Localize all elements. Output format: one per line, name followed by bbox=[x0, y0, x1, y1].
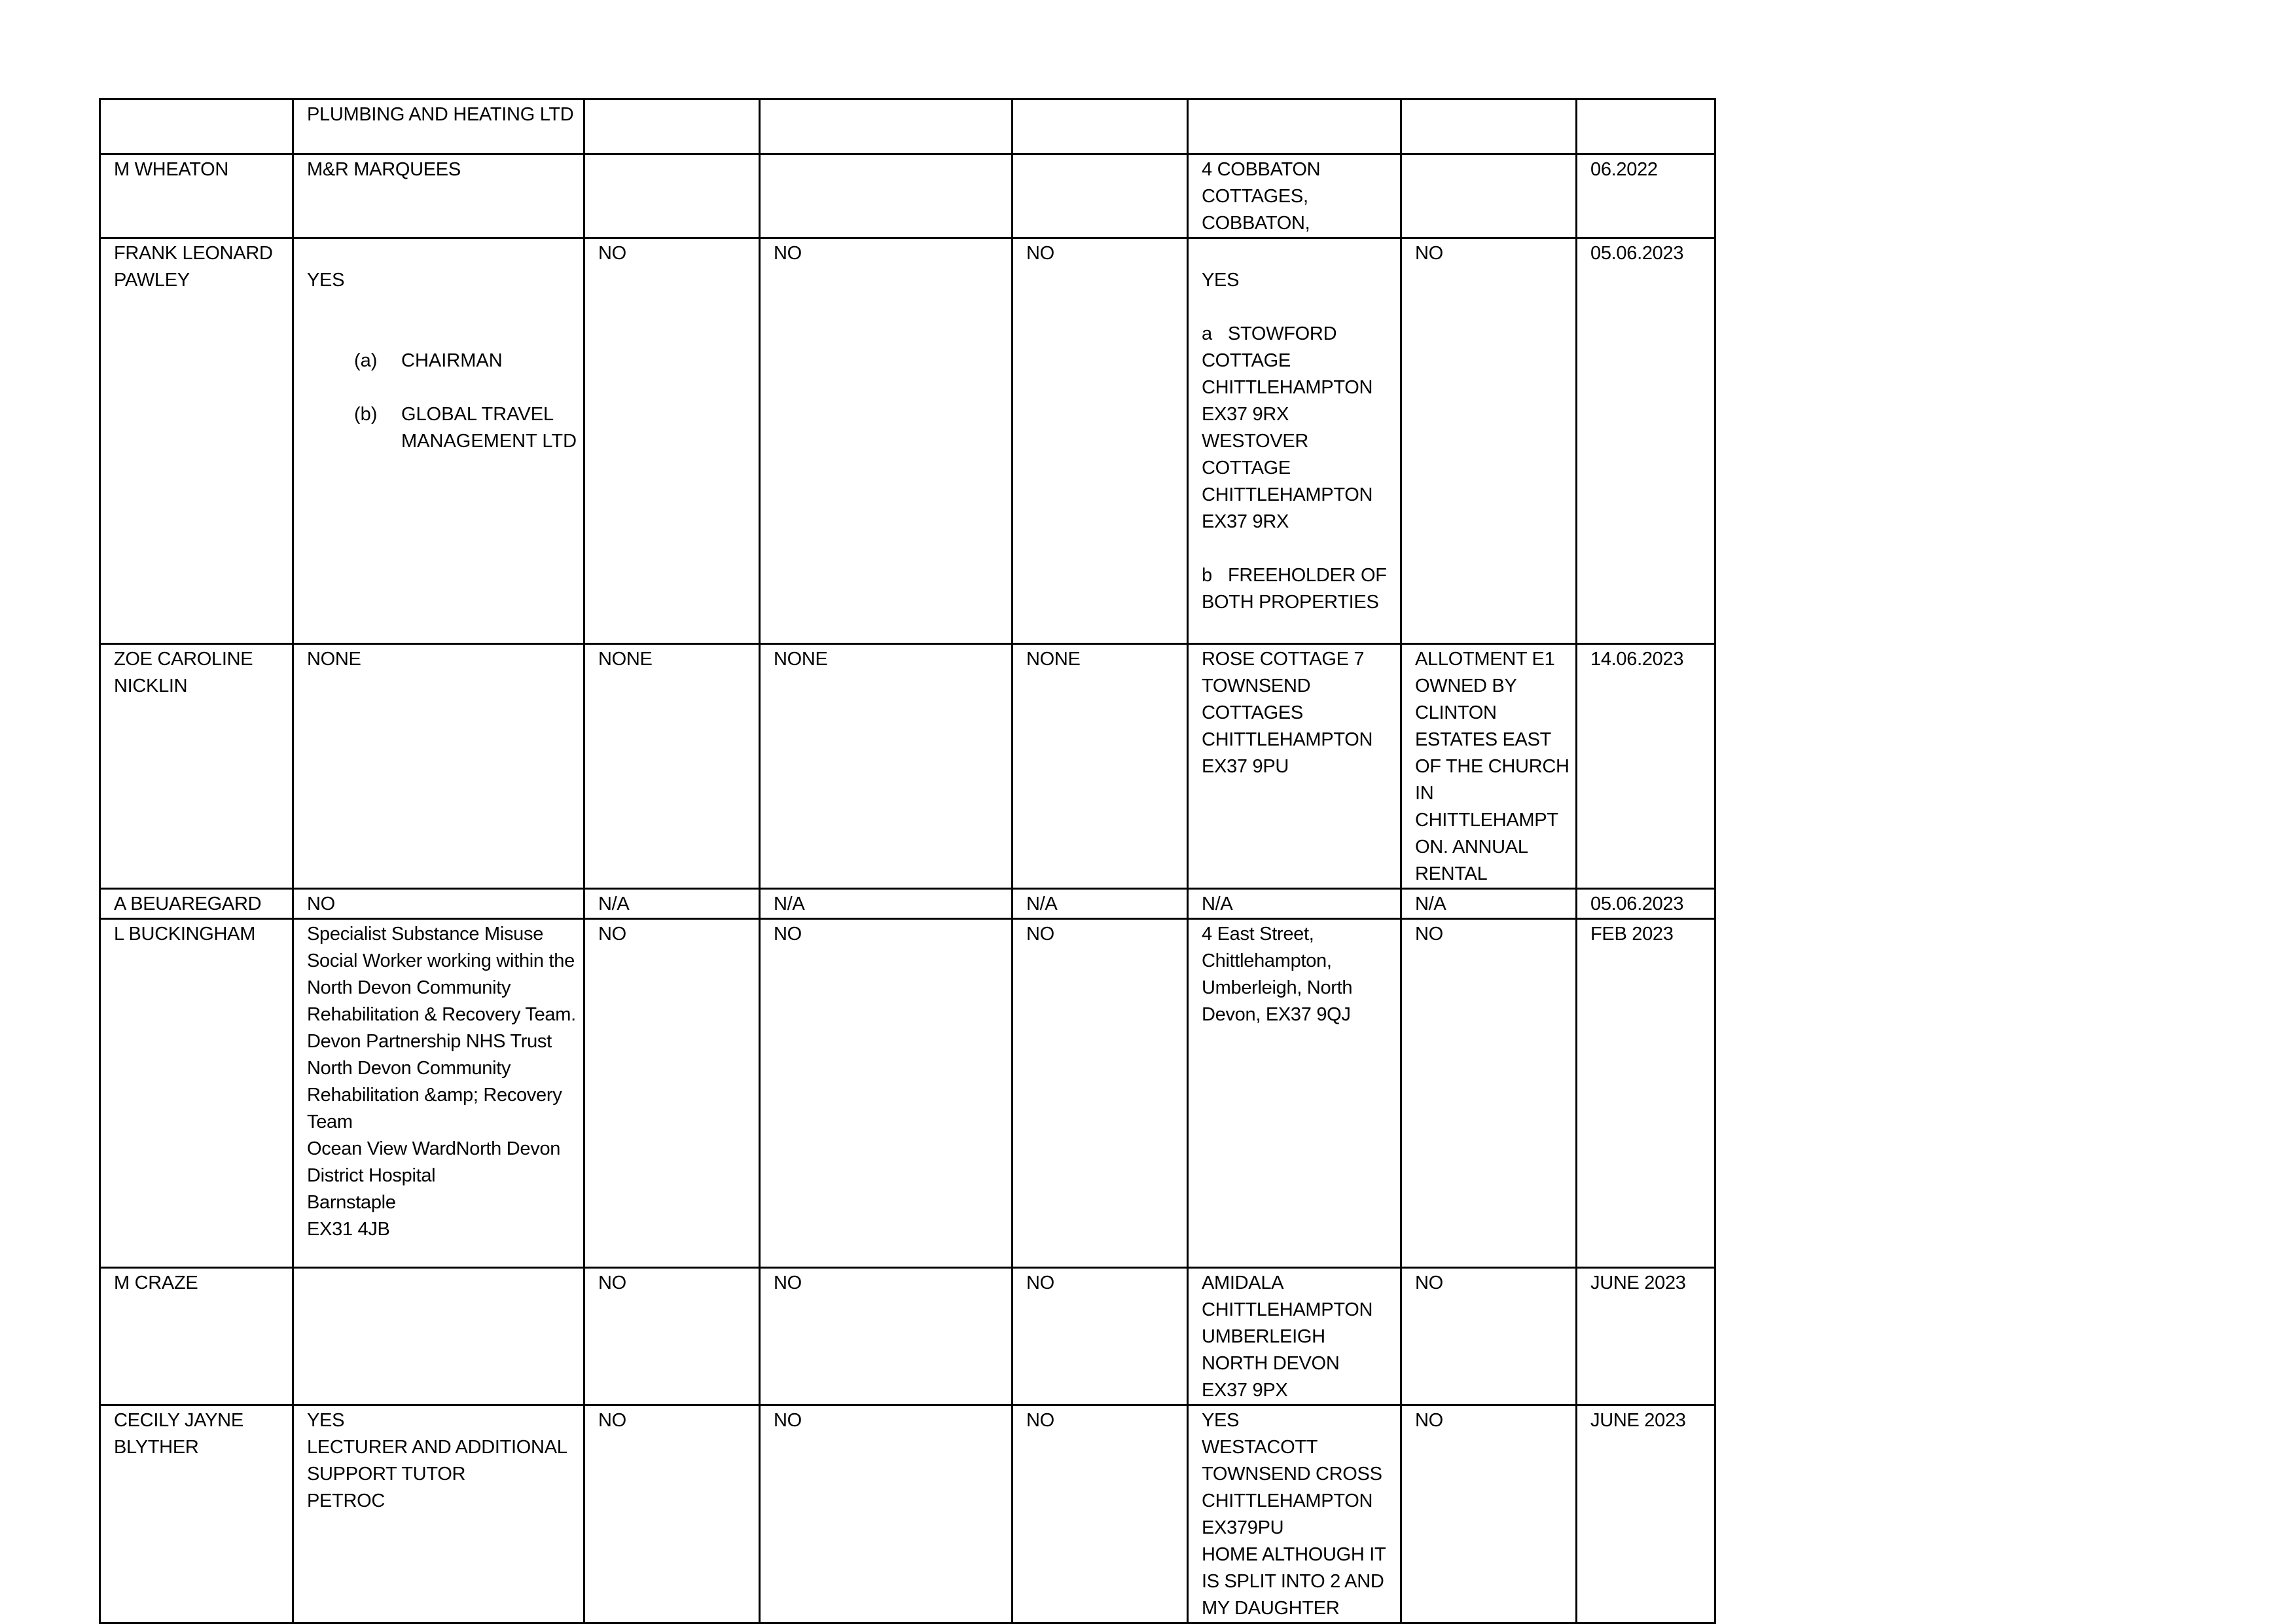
date-cell: 05.06.2023 bbox=[1577, 238, 1715, 644]
table-row bbox=[100, 644, 1715, 889]
employment-cell: NO bbox=[293, 889, 584, 919]
interest-cell: NO bbox=[760, 1405, 1013, 1623]
name-cell: ZOE CAROLINE NICKLIN bbox=[100, 644, 293, 889]
land-cell: ROSE COTTAGE 7 TOWNSEND COTTAGES CHITTLEHAMPTON EX37 9PU bbox=[1188, 644, 1401, 889]
interest-cell: NO bbox=[1013, 1405, 1188, 1623]
interest-cell: N/A bbox=[1013, 889, 1188, 919]
interest-cell: NONE bbox=[1013, 644, 1188, 889]
table-row bbox=[100, 1405, 1715, 1623]
list-item: (a) CHAIRMAN bbox=[354, 350, 503, 371]
name-cell: A BEUAREGARD bbox=[100, 889, 293, 919]
interest-cell bbox=[1013, 154, 1188, 238]
employment-cell: Specialist Substance Misuse Social Worker working within the North Devon Community Rehabilitation & Recovery Team. Devon Partnership NHS Trust North Devon Community Rehabilitation &amp; Recovery Team Ocean View WardNorth Devon District Hospital Barnstaple EX31 4JB bbox=[293, 919, 584, 1268]
land-cell: YES WESTACOTT TOWNSEND CROSS CHITTLEHAMPTON EX379PU HOME ALTHOUGH IT IS SPLIT INTO 2 AND MY DAUGHTER bbox=[1188, 1405, 1401, 1623]
interest-cell: NO bbox=[584, 1268, 760, 1405]
interest-cell: NO bbox=[584, 238, 760, 644]
interest-cell: NO bbox=[760, 919, 1013, 1268]
interest-cell bbox=[1013, 99, 1188, 154]
list-item: (b) GLOBAL TRAVEL MANAGEMENT LTD bbox=[354, 404, 577, 452]
licence-cell: NO bbox=[1401, 1405, 1577, 1623]
table-row bbox=[100, 99, 1715, 154]
table-row bbox=[100, 238, 1715, 644]
register-of-interests-table bbox=[99, 98, 1716, 1624]
interest-cell: NO bbox=[1013, 238, 1188, 644]
interest-cell bbox=[584, 154, 760, 238]
employment-cell: NONE bbox=[293, 644, 584, 889]
licence-cell: NO bbox=[1401, 919, 1577, 1268]
name-cell: M CRAZE bbox=[100, 1268, 293, 1405]
interest-cell: NONE bbox=[760, 644, 1013, 889]
land-cell bbox=[1188, 99, 1401, 154]
employment-cell: PLUMBING AND HEATING LTD bbox=[293, 99, 584, 154]
date-cell: 05.06.2023 bbox=[1577, 889, 1715, 919]
land-cell: 4 East Street, Chittlehampton, Umberleigh, North Devon, EX37 9QJ bbox=[1188, 919, 1401, 1268]
land-cell: AMIDALA CHITTLEHAMPTON UMBERLEIGH NORTH DEVON EX37 9PX bbox=[1188, 1268, 1401, 1405]
interest-cell: NO bbox=[760, 1268, 1013, 1405]
employment-cell: YES LECTURER AND ADDITIONAL SUPPORT TUTOR PETROC bbox=[293, 1405, 584, 1623]
name-cell: M WHEATON bbox=[100, 154, 293, 238]
date-cell: 14.06.2023 bbox=[1577, 644, 1715, 889]
table-row bbox=[100, 154, 1715, 238]
table-row bbox=[100, 1268, 1715, 1405]
land-cell: YES a STOWFORD COTTAGE CHITTLEHAMPTON EX37 9RX WESTOVER COTTAGE CHITTLEHAMPTON EX37 9RX b FREEHOLDER OF BOTH PROPERTIES bbox=[1188, 238, 1401, 644]
date-cell: 06.2022 bbox=[1577, 154, 1715, 238]
name-cell: CECILY JAYNE BLYTHER bbox=[100, 1405, 293, 1623]
date-cell: JUNE 2023 bbox=[1577, 1268, 1715, 1405]
interest-cell: NO bbox=[1013, 919, 1188, 1268]
interest-cell bbox=[760, 99, 1013, 154]
date-cell bbox=[1577, 99, 1715, 154]
interest-cell: NO bbox=[1013, 1268, 1188, 1405]
employment-cell: M&R MARQUEES bbox=[293, 154, 584, 238]
name-cell: L BUCKINGHAM bbox=[100, 919, 293, 1268]
licence-cell bbox=[1401, 154, 1577, 238]
licence-cell: N/A bbox=[1401, 889, 1577, 919]
table-row bbox=[100, 889, 1715, 919]
interest-cell: N/A bbox=[584, 889, 760, 919]
interest-cell: NO bbox=[584, 919, 760, 1268]
employment-sub-list bbox=[307, 321, 578, 482]
name-cell: FRANK LEONARD PAWLEY bbox=[100, 238, 293, 644]
licence-cell: ALLOTMENT E1 OWNED BY CLINTON ESTATES EAST OF THE CHURCH IN CHITTLEHAMPTON. ANNUAL RENTAL bbox=[1401, 644, 1577, 889]
employment-cell bbox=[293, 1268, 584, 1405]
date-cell: FEB 2023 bbox=[1577, 919, 1715, 1268]
land-cell: N/A bbox=[1188, 889, 1401, 919]
employment-cell: YES (a) CHAIRMAN (b) GLOBAL TRAVEL MANAGEMENT LTD bbox=[293, 238, 584, 644]
name-cell bbox=[100, 99, 293, 154]
interest-cell bbox=[584, 99, 760, 154]
licence-cell bbox=[1401, 99, 1577, 154]
interest-cell: N/A bbox=[760, 889, 1013, 919]
interest-cell: NONE bbox=[584, 644, 760, 889]
interest-cell bbox=[760, 154, 1013, 238]
land-cell: 4 COBBATON COTTAGES, COBBATON, bbox=[1188, 154, 1401, 238]
date-cell: JUNE 2023 bbox=[1577, 1405, 1715, 1623]
table-row bbox=[100, 919, 1715, 1268]
licence-cell: NO bbox=[1401, 238, 1577, 644]
interest-cell: NO bbox=[584, 1405, 760, 1623]
interest-cell: NO bbox=[760, 238, 1013, 644]
licence-cell: NO bbox=[1401, 1268, 1577, 1405]
